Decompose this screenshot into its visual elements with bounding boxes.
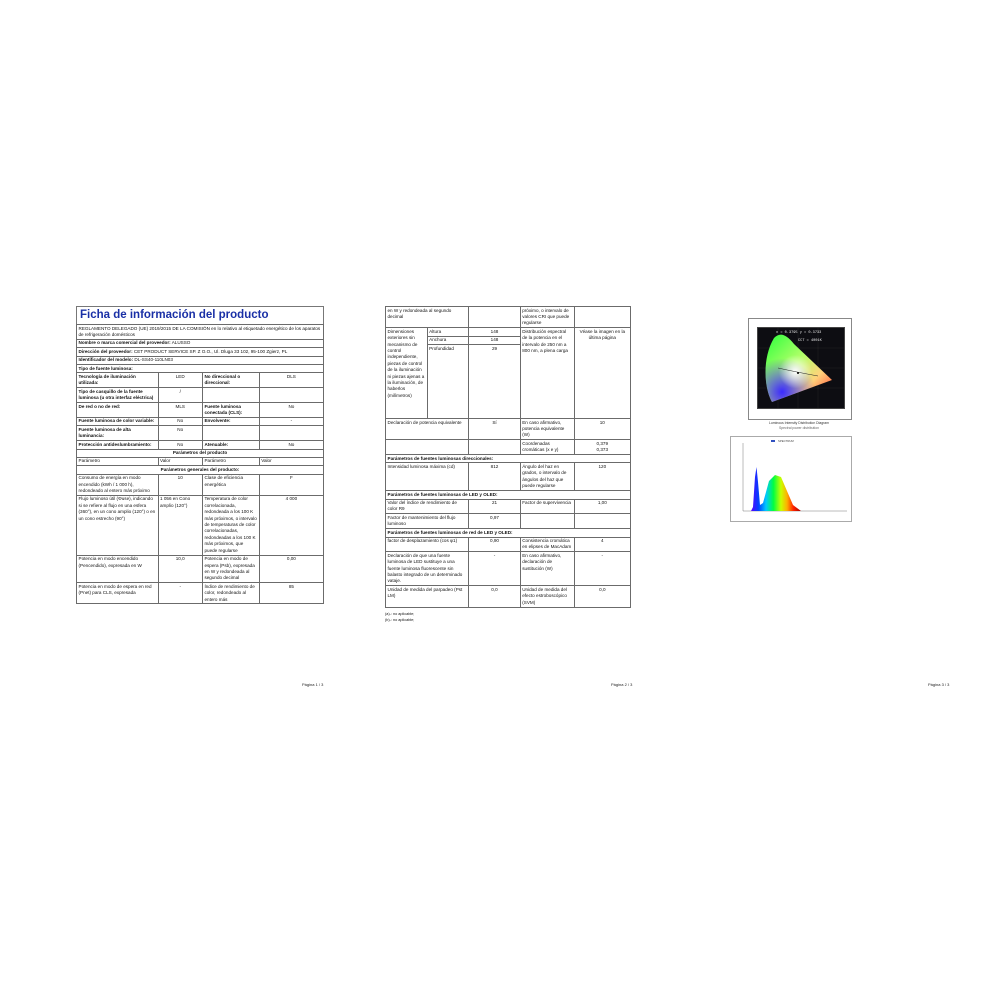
row-value: 21 — [469, 499, 520, 514]
column-header: Parámetro — [202, 457, 259, 465]
row-label: En caso afirmativo, declaración de sustitución (W) — [520, 552, 574, 586]
section-heading: Parámetros de fuentes luminosas de LED y OLED: — [386, 491, 631, 499]
row-value: - — [574, 552, 630, 586]
row-label: en W y redondeada al segundo decimal — [386, 307, 469, 328]
row-label: Ángulo del haz en grados, o intervalo de ángulos del haz que puede regularse — [520, 463, 574, 491]
cie-plot-area — [757, 327, 845, 409]
spd-curve — [751, 467, 801, 511]
source-type-heading: Tipo de fuente luminosa: — [77, 365, 324, 373]
row-label: Tipo de casquillo de la fuente luminosa (u otra interfaz eléctrica) — [77, 388, 159, 403]
row-value: No — [259, 441, 323, 449]
row-value: / — [158, 388, 202, 403]
row-value: F — [259, 474, 323, 495]
row-value: 0,0 — [469, 586, 520, 607]
row-value: No — [158, 441, 202, 449]
row-label: Potencia en modo de espera (Psb), expresada en W y redondeada al segundo decimal — [202, 555, 259, 583]
cie-coordinates: x = 0.3795 y = 0.3733 — [776, 331, 822, 335]
row-label: Valor del índice de rendimiento de color R9 — [386, 499, 469, 514]
row-label: Atenuable: — [202, 441, 259, 449]
chromaticity-point — [797, 372, 799, 374]
spd-legend: SPECTRUM — [778, 439, 794, 443]
row-value: 0,379 0,373 — [574, 440, 630, 455]
document-page-1 — [76, 306, 324, 678]
column-header: Valor — [259, 457, 323, 465]
row-label: Declaración de que una fuente luminosa de LED sustituye a una fuente luminosa fluorescente sin balasto integrado de un determinado vataje. — [386, 552, 469, 586]
row-label: Potencia en modo encendido (Pencendido), expresada en W — [77, 555, 159, 583]
figure-caption: Luminous Intensity Distribution Diagram — [769, 421, 829, 425]
row-value: 120 — [574, 463, 630, 491]
row-label: Fuente luminosa conectada (CLS): — [202, 403, 259, 418]
row-value: DLS — [259, 373, 323, 388]
row-value: - — [259, 417, 323, 425]
row-value: 4 000 — [259, 495, 323, 555]
row-label: Unidad de medida del efecto estroboscópico (SVM) — [520, 586, 574, 607]
row-label: Fuente luminosa de alta luminancia: — [77, 426, 159, 441]
row-value: 4 — [574, 537, 630, 552]
product-info-table-continued — [385, 306, 631, 608]
row-value: 0,0 — [574, 586, 630, 607]
row-value: 0,90 — [469, 537, 520, 552]
row-value: 10,0 — [158, 555, 202, 583]
cie-cct: CCT = 4001K — [798, 339, 822, 343]
row-value: Sí — [469, 419, 520, 440]
footnote: (b)-: no aplicable; — [385, 617, 415, 622]
dimension-label: Anchura — [427, 336, 469, 344]
row-label: factor de desplazamiento (cos φ1) — [386, 537, 469, 552]
row-value: 0,97 — [469, 514, 520, 529]
row-value: MLS — [158, 403, 202, 418]
row-label: próximo, o intervalo de valores CRI que puede regularse — [520, 307, 574, 328]
row-label: Declaración de potencia equivalente — [386, 419, 469, 440]
dimension-value: 29 — [469, 345, 520, 419]
row-label: Protección antideslumbramiento: — [77, 441, 159, 449]
row-value: LED — [158, 373, 202, 388]
document-page-3 — [716, 312, 850, 524]
cie-chromaticity-diagram — [748, 318, 852, 420]
row-label: Distribución espectral de la potencia en el intervalo de 250 nm a 800 nm, a plena carga — [520, 328, 574, 419]
document-page-2 — [385, 306, 631, 651]
spectral-power-distribution-chart — [730, 436, 852, 522]
row-value: - — [469, 552, 520, 586]
row-label: En caso afirmativo, potencia equivalente (W) — [520, 419, 574, 440]
row-label: Tecnología de iluminación utilizada: — [77, 373, 159, 388]
page-number: Página 1 / 3 — [302, 682, 324, 687]
row-value: No — [158, 417, 202, 425]
row-value: 10 — [574, 419, 630, 440]
row-value: 1 056 en Cono amplio (120°) — [158, 495, 202, 555]
model-row: Identificador del modelo: DL-SS40-110LN03 — [77, 356, 324, 364]
general-heading: Parámetros generales del producto: — [77, 466, 324, 474]
dimension-value: 148 — [469, 336, 520, 344]
column-header: Parámetro — [77, 457, 159, 465]
regulation-text: REGLAMENTO DELEGADO (UE) 2019/2015 DE LA COMISIÓN en lo relativo al etiquetado energético de los aparatos de refrigeración domésticos — [77, 325, 324, 340]
row-label: Intensidad luminosa máxima (cd) — [386, 463, 469, 491]
section-heading: Parámetros de fuentes luminosas de red de LED y OLED: — [386, 529, 631, 537]
row-label: De red o no de red: — [77, 403, 159, 418]
address-row: Dirección del proveedor: CET PRODUCT SERVICE SP. Z O.O., Ul. Dluga 33 102, 95-100 Zgierz, PL — [77, 348, 324, 356]
section-heading: Parámetros de fuentes luminosas direccionales: — [386, 455, 631, 463]
row-value: 0,00 — [259, 555, 323, 583]
row-value: 85 — [259, 583, 323, 604]
row-label: Factor de supervivencia — [520, 499, 574, 514]
row-label: Índice de rendimiento de color, redondeado al entero más — [202, 583, 259, 604]
row-label: Consumo de energía en modo encendido (kWh / 1 000 h), redondeado al entero más próximo — [77, 474, 159, 495]
figure-caption: Spectral power distribution — [779, 426, 819, 430]
product-info-table — [76, 324, 324, 604]
row-label: No direccional o direccional: — [202, 373, 259, 388]
row-value: 1,00 — [574, 499, 630, 514]
page-number: Página 2 / 3 — [611, 682, 633, 687]
row-label: Dimensiones exteriores sin mecanismo de control independiente, piezas de control de la iluminación ni piezas ajenas a la iluminación, de haberlos (milímetros) — [386, 328, 428, 419]
row-label: Clase de eficiencia energética — [202, 474, 259, 495]
row-label: Consistencia cromática en elipses de MacAdam — [520, 537, 574, 552]
row-label: Flujo luminoso útil (Φuse), indicando si se refiere al flujo en una esfera (360°), en un cono amplio (120°) o en un cono estrecho (90°) — [77, 495, 159, 555]
row-label: Potencia en modo de espera en red (Pnet) para CLS, expresada — [77, 583, 159, 604]
row-label: Envolvente: — [202, 417, 259, 425]
column-header: Valor — [158, 457, 202, 465]
row-label: Coordenadas cromáticas (x e y) — [520, 440, 574, 455]
spd-graphic — [731, 437, 851, 521]
row-label: Factor de mantenimiento del flujo luminoso — [386, 514, 469, 529]
row-value: 812 — [469, 463, 520, 491]
row-value: No — [259, 403, 323, 418]
row-label: Fuente luminosa de color variable: — [77, 417, 159, 425]
row-value: Véase la imagen en la última página — [574, 328, 630, 419]
params-heading: Parámetros del producto — [77, 449, 324, 457]
dimension-value: 148 — [469, 328, 520, 336]
footnotes — [385, 611, 631, 623]
dimension-label: Profundidad — [427, 345, 469, 419]
row-value: 10 — [158, 474, 202, 495]
row-label: Unidad de medida del parpadeo (Pst LM) — [386, 586, 469, 607]
page-title: Ficha de información del producto — [76, 306, 324, 324]
row-value: - — [158, 583, 202, 604]
row-value: No — [158, 426, 202, 441]
footnote: (a)-: no aplicable; — [385, 611, 415, 616]
dimension-label: Altura — [427, 328, 469, 336]
supplier-row: Nombre o marca comercial del proveedor: ALUSSO — [77, 339, 324, 347]
page-number: Página 3 / 3 — [928, 682, 950, 687]
row-label: Temperatura de color correlacionada, redondeada a los 100 K más próximos, o intervalo de temperaturas de color correlacionadas, redondeadas a los 100 K más próximos, que puede regularse — [202, 495, 259, 555]
